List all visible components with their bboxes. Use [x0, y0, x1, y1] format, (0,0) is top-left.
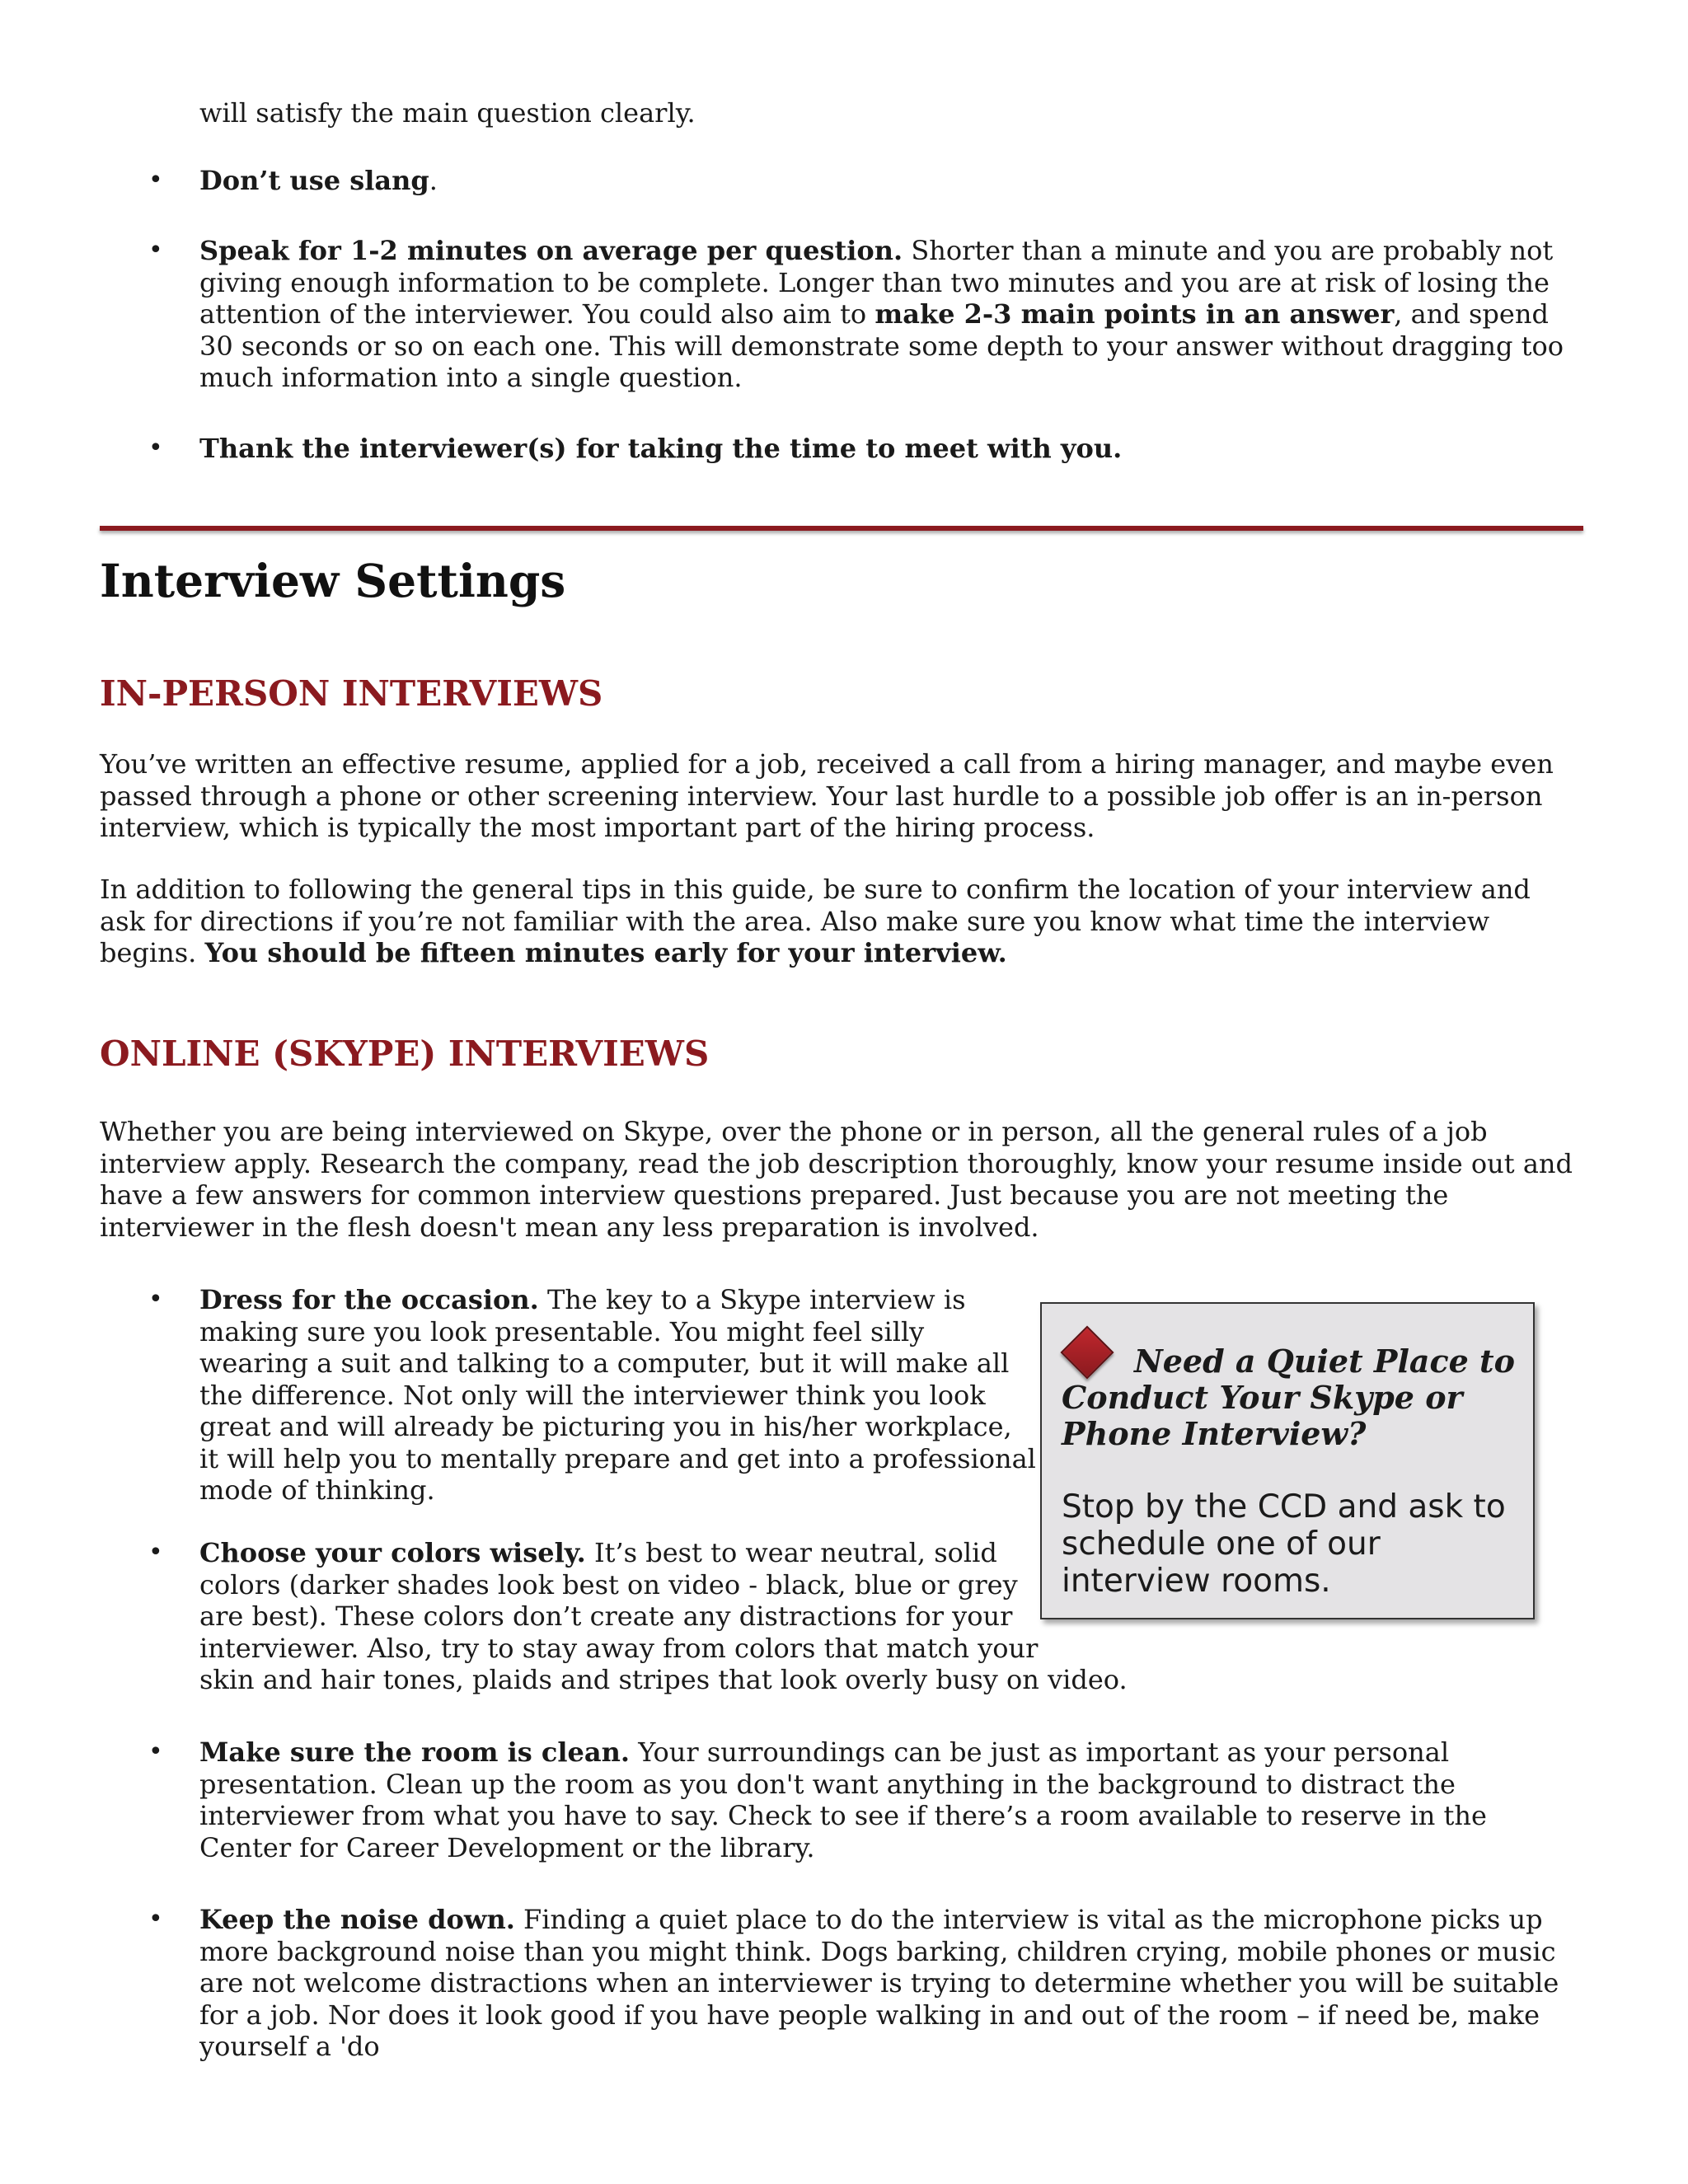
- continuation-text: will satisfy the main question clearly.: [199, 97, 696, 129]
- bold-text: make 2-3 main points in an answer: [874, 298, 1395, 330]
- text-line: wearing a suit and talking to a computer, but it will make all: [199, 1347, 1010, 1379]
- list-item-noise: [199, 1904, 1568, 2063]
- text-line: are best). These colors don’t create any distractions for your: [199, 1601, 1013, 1632]
- callout-body: Stop by the CCD and ask to schedule one of our interview rooms.: [1062, 1488, 1506, 1600]
- bold-text: Make sure the room is clean.: [199, 1736, 631, 1768]
- item-text: Shorter than a minute and you are probably not giving enough information to be complete. Longer than two minutes and you are at risk of losing the attention of the interviewer. You could also aim to: [199, 235, 1554, 330]
- text-line: colors (darker shades look best on video - black, blue or grey: [199, 1568, 1018, 1601]
- in-person-paragraph-1: You’ve written an effective resume, applied for a job, received a call from a hiring manager, and maybe even passed through a phone or other screening interview. Your last hurdle to a possible job offer is an in-person interview, which is typically the most important part of the hiring process.: [100, 748, 1554, 843]
- callout-title: Need a Quiet Place to Conduct Your Skype or Phone Interview?: [1062, 1343, 1515, 1452]
- text-line: it will help you to mentally prepare and get into a professional: [199, 1442, 1036, 1474]
- section-divider: [100, 526, 1583, 531]
- heading-in-person-interviews: IN-PERSON INTERVIEWS: [100, 673, 603, 714]
- list-item-slang: [199, 165, 1601, 197]
- item-text: , and spend 30 seconds or so on each one. This will demonstrate some depth to your answer without dragging too much information into a single question.: [199, 298, 1564, 393]
- bold-text: Choose your colors wisely.: [199, 1537, 586, 1568]
- bullet-marker: •: [148, 1285, 163, 1314]
- text-line: great and will already be picturing you in his/her workplace,: [199, 1411, 1012, 1442]
- bold-text: Thank the interviewer(s) for taking the time to meet with you.: [199, 433, 1123, 464]
- bullet-marker: •: [148, 434, 163, 462]
- bullet-marker: •: [148, 236, 163, 265]
- list-item-dress: [199, 1284, 1106, 1507]
- text-line: interviewer. Also, try to stay away from colors that match your: [199, 1632, 1039, 1664]
- bold-text: You should be fifteen minutes early for your interview.: [204, 937, 1007, 968]
- bold-text: Dress for the occasion.: [199, 1284, 539, 1315]
- bold-text: Speak for 1-2 minutes on average per question.: [199, 235, 903, 266]
- item-text: .: [429, 165, 438, 196]
- text-line: the difference. Not only will the interviewer think you look: [199, 1379, 986, 1411]
- line-text: It’s best to wear neutral, solid: [585, 1537, 997, 1568]
- quiet-place-callout: [1040, 1302, 1535, 1619]
- heading-online-interviews: ONLINE (SKYPE) INTERVIEWS: [100, 1033, 710, 1074]
- text-line: skin and hair tones, plaids and stripes that look overly busy on video.: [199, 1664, 1128, 1695]
- text-line: making sure you look presentable. You might feel silly: [199, 1315, 925, 1347]
- line-text: The key to a Skype interview is: [538, 1284, 966, 1315]
- text-line: [199, 1284, 1106, 1316]
- item-text: Your surroundings can be just as important as your personal presentation. Clean up the room as you don't want anything in the background to distract the interviewer from what you have to say. Check to see if there’s a room available to reserve in the Center for Career Development or the library.: [199, 1736, 1487, 1863]
- bold-text: Don’t use slang: [199, 165, 429, 196]
- bullet-marker: •: [148, 1737, 163, 1766]
- item-text: Finding a quiet place to do the interview is vital as the microphone picks up more background noise than you might think. Dogs barking, children crying, mobile phones or music are not welcome distractions when an interviewer is trying to determine whether you will be suitable for a job. Nor does it look good if you have people walking in and out of the room – if need be, make yourself a 'do: [199, 1904, 1559, 2062]
- paragraph-text: In addition to following the general tips in this guide, be sure to confirm the location of your interview and ask for directions if you’re not familiar with the area. Also make sure you know what time the interview begins.: [100, 874, 1531, 968]
- list-item-speak-duration: [199, 235, 1574, 394]
- in-person-paragraph-2: [100, 874, 1583, 969]
- bullet-marker: •: [148, 166, 163, 194]
- bold-text: Keep the noise down.: [199, 1904, 515, 1935]
- bullet-marker: •: [148, 1538, 163, 1567]
- page-title: Interview Settings: [100, 554, 566, 607]
- list-item-thank-interviewer: [199, 433, 1601, 465]
- text-line: mode of thinking.: [199, 1474, 435, 1506]
- list-item-room-clean: [199, 1736, 1568, 1863]
- bullet-marker: •: [148, 1905, 163, 1933]
- online-intro-paragraph: Whether you are being interviewed on Skype, over the phone or in person, all the general rules of a job interview apply. Research the company, read the job description thoroughly, know your resume inside out and have a few answers for common interview questions prepared. Just because you are not meeting the interviewer in the flesh doesn't mean any less preparation is involved.: [100, 1116, 1573, 1243]
